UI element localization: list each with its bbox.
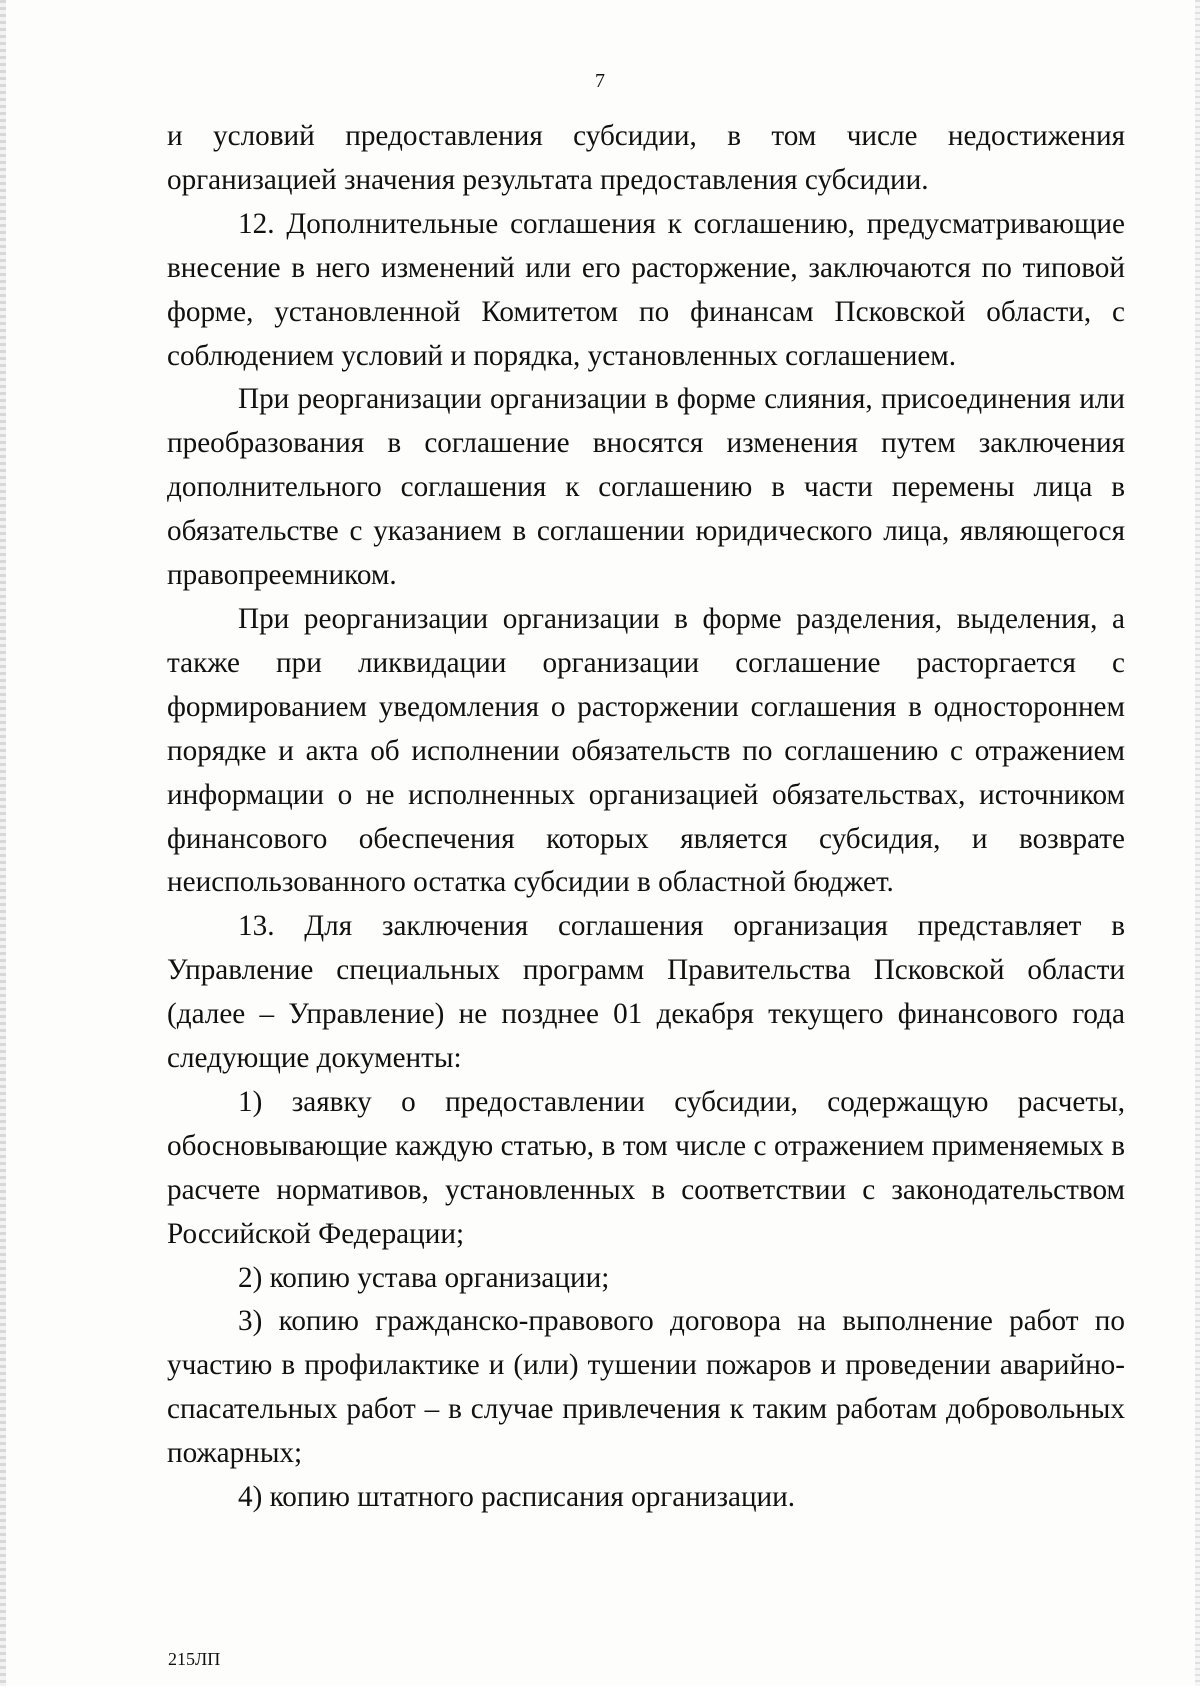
list-item-1: 1) заявку о предоставлении субсидии, содержащую расчеты, обосновывающие каждую статью, в том числе с отражением применяемых в расчете нормативов, установленных в соответствии с законодательством Российской Федерации;: [167, 1085, 1125, 1250]
paragraph-item-12: 12. Дополнительные соглашения к соглашению, предусматривающие внесение в него изменений или его расторжение, заключаются по типовой форме, установленной Комитетом по финансам Псковской области, с соблюдением условий и порядка, установленных соглашением.: [167, 207, 1125, 372]
list-item-3: 3) копию гражданско-правового договора на выполнение работ по участию в профилактике и (или) тушении пожаров и проведении аварийно-спасательных работ – в случае привлечения к таким работам добровольных пожарных;: [167, 1305, 1125, 1470]
page-number: 7: [595, 70, 605, 92]
list-item-2: 2) копию устава организации;: [238, 1261, 610, 1294]
document-body: [167, 115, 1125, 1520]
scan-edge-left: [0, 0, 6, 1686]
scan-edge-right: [1195, 0, 1200, 1686]
document-code: 215ЛП: [168, 1649, 221, 1669]
paragraph-reorganization-division: При реорганизации организации в форме разделения, выделения, а также при ликвидации организации соглашение расторгается с формированием уведомления о расторжении соглашения в одностороннем порядке и акта об исполнении обязательств по соглашению с отражением информации о не исполненных организацией обязательствах, источником финансового обеспечения которых является субсидия, и возврате неиспользованного остатка субсидии в областной бюджет.: [167, 602, 1125, 899]
paragraph-item-13: 13. Для заключения соглашения организация представляет в Управление специальных программ Правительства Псковской области (далее – Управление) не позднее 01 декабря текущего финансового года следующие документы:: [167, 910, 1125, 1075]
paragraph-reorganization-merger: При реорганизации организации в форме слияния, присоединения или преобразования в соглашение вносятся изменения путем заключения дополнительного соглашения к соглашению в части перемены лица в обязательстве с указанием в соглашении юридического лица, являющегося правопреемником.: [167, 383, 1125, 592]
paragraph-continuation: и условий предоставления субсидии, в том числе недостижения организацией значения результата предоставления субсидии.: [167, 120, 1125, 196]
list-item-4: 4) копию штатного расписания организации.: [238, 1481, 796, 1514]
